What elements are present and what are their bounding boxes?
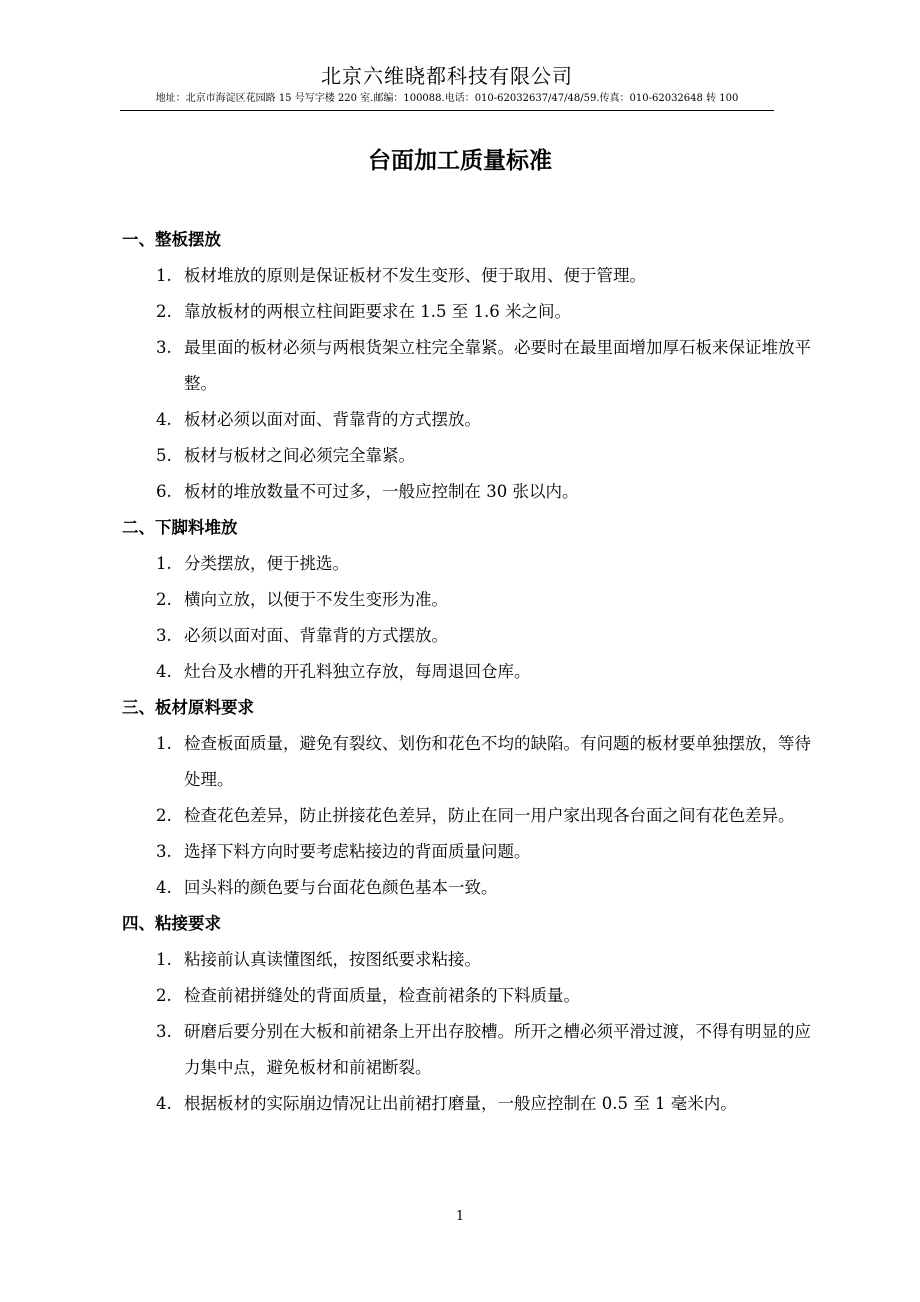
item-text: 研磨后要分别在大板和前裙条上开出存胶槽。所开之槽必须平滑过渡，不得有明显的应力集中点，避免板材和前裙断裂。: [184, 1022, 811, 1077]
section-heading: 三、板材原料要求: [122, 698, 254, 717]
item-number: 3.: [156, 338, 172, 357]
section-item-list: [122, 726, 812, 906]
item-text: 板材堆放的原则是保证板材不发生变形、便于取用、便于管理。: [184, 266, 646, 285]
item-text: 必须以面对面、背靠背的方式摆放。: [184, 626, 448, 645]
item-text: 回头料的颜色要与台面花色颜色基本一致。: [184, 878, 498, 897]
item-text: 最里面的板材必须与两根货架立柱完全靠紧。必要时在最里面增加厚石板来保证堆放平整。: [184, 338, 811, 393]
item-number: 3.: [156, 1022, 172, 1041]
list-item: [122, 294, 812, 330]
section-heading: 一、整板摆放: [122, 230, 221, 249]
item-text: 板材的堆放数量不可过多，一般应控制在 30 张以内。: [184, 482, 579, 501]
section-heading: 四、粘接要求: [122, 914, 221, 933]
list-item: [122, 870, 812, 906]
list-item: [122, 546, 812, 582]
item-number: 4.: [156, 1094, 172, 1113]
list-item: [122, 474, 812, 510]
company-name: 北京六维晓都科技有限公司: [321, 64, 573, 88]
company-address: 地址：北京市海淀区花园路 15 号写字楼 220 室.邮编：100088.电话：010-62032637/47/48/59.传真：010-62032648 转 100: [155, 93, 739, 104]
item-number: 1.: [156, 554, 172, 573]
list-item: [122, 654, 812, 690]
list-item: [122, 1014, 812, 1086]
item-number: 4.: [156, 662, 172, 681]
item-text: 检查前裙拼缝处的背面质量，检查前裙条的下料质量。: [184, 986, 580, 1005]
section-heading: 二、下脚料堆放: [122, 518, 238, 537]
section-1: [122, 222, 812, 510]
item-text: 横向立放，以便于不发生变形为准。: [184, 590, 448, 609]
item-number: 3.: [156, 626, 172, 645]
list-item: [122, 798, 812, 834]
item-number: 1.: [156, 950, 172, 969]
item-number: 4.: [156, 410, 172, 429]
section-4: [122, 906, 812, 1122]
item-number: 1.: [156, 734, 172, 753]
item-number: 2.: [156, 986, 172, 1005]
item-number: 2.: [156, 302, 172, 321]
list-item: [122, 582, 812, 618]
item-number: 3.: [156, 842, 172, 861]
item-number: 4.: [156, 878, 172, 897]
list-item: [122, 330, 812, 402]
header-divider: [120, 110, 774, 111]
page-header: [120, 62, 774, 106]
item-text: 粘接前认真读懂图纸，按图纸要求粘接。: [184, 950, 481, 969]
item-text: 靠放板材的两根立柱间距要求在 1.5 至 1.6 米之间。: [184, 302, 571, 321]
section-3: [122, 690, 812, 906]
item-text: 检查花色差异，防止拼接花色差异，防止在同一用户家出现各台面之间有花色差异。: [184, 806, 795, 825]
list-item: [122, 258, 812, 294]
section-2: [122, 510, 812, 690]
item-number: 2.: [156, 590, 172, 609]
document-title: 台面加工质量标准: [368, 148, 552, 174]
list-item: [122, 402, 812, 438]
item-text: 检查板面质量，避免有裂纹、划伤和花色不均的缺陷。有问题的板材要单独摆放，等待处理。: [184, 734, 811, 789]
list-item: [122, 978, 812, 1014]
list-item: [122, 438, 812, 474]
list-item: [122, 726, 812, 798]
item-number: 1.: [156, 266, 172, 285]
item-text: 灶台及水槽的开孔料独立存放，每周退回仓库。: [184, 662, 531, 681]
section-item-list: [122, 942, 812, 1122]
item-text: 板材必须以面对面、背靠背的方式摆放。: [184, 410, 481, 429]
section-item-list: [122, 258, 812, 510]
item-text: 板材与板材之间必须完全靠紧。: [184, 446, 415, 465]
section-item-list: [122, 546, 812, 690]
item-number: 5.: [156, 446, 172, 465]
item-text: 分类摆放，便于挑选。: [184, 554, 349, 573]
item-number: 6.: [156, 482, 172, 501]
list-item: [122, 942, 812, 978]
list-item: [122, 1086, 812, 1122]
list-item: [122, 834, 812, 870]
item-number: 2.: [156, 806, 172, 825]
item-text: 选择下料方向时要考虑粘接边的背面质量问题。: [184, 842, 531, 861]
item-text: 根据板材的实际崩边情况让出前裙打磨量，一般应控制在 0.5 至 1 毫米内。: [184, 1094, 737, 1113]
document-body: [122, 222, 812, 1122]
list-item: [122, 618, 812, 654]
page-number: 1: [455, 1209, 465, 1224]
